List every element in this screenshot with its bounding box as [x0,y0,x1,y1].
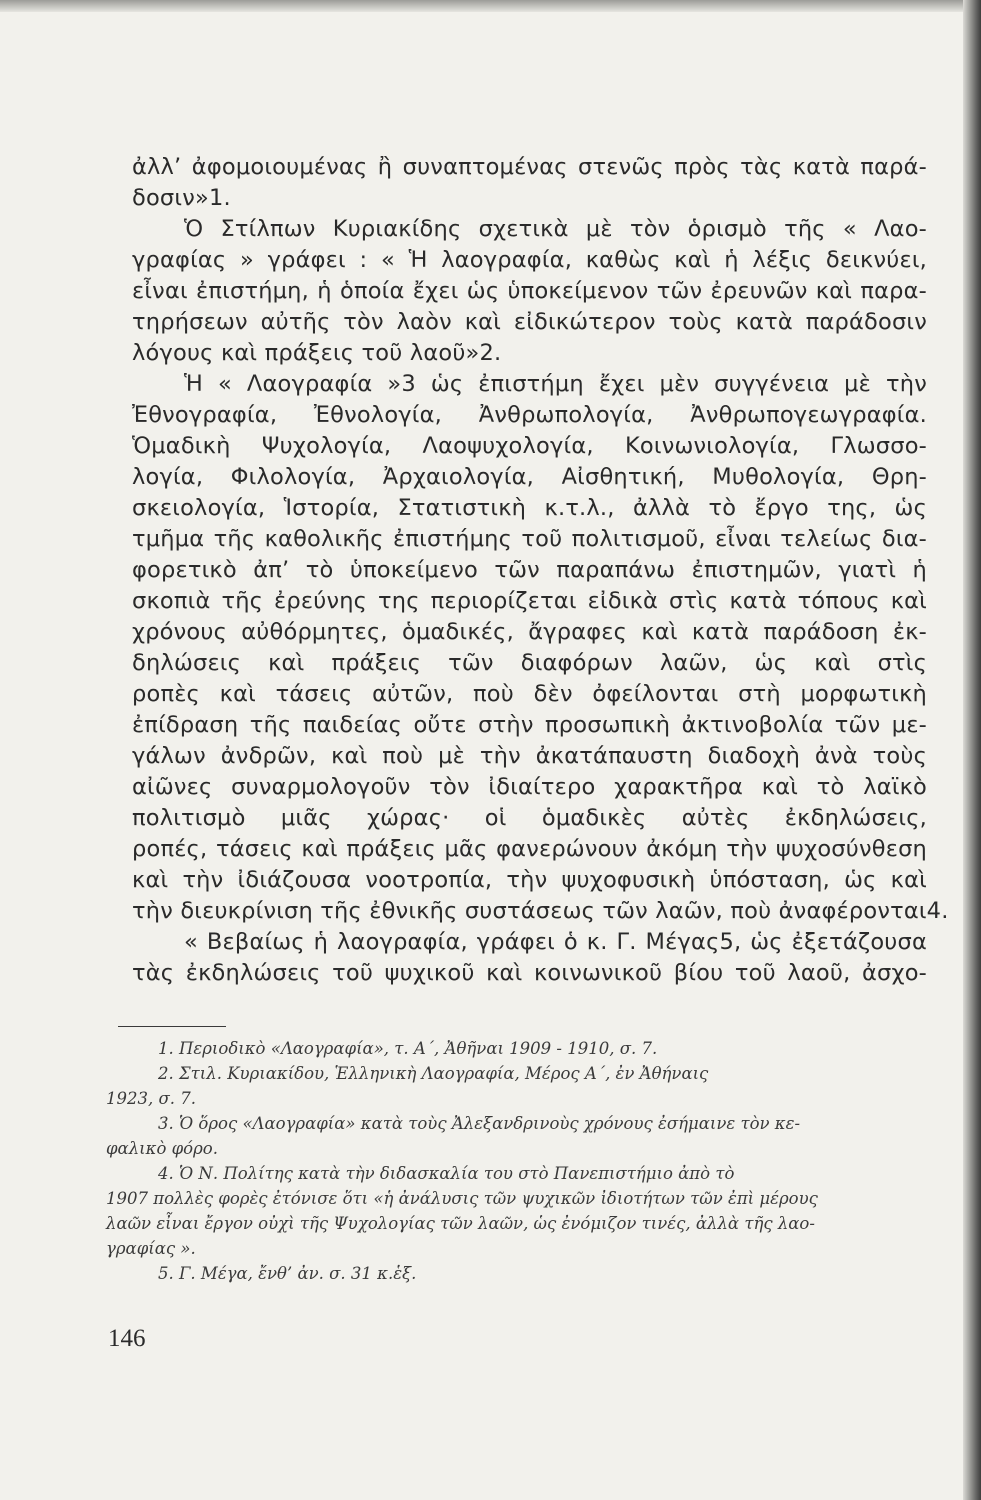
text-line: τμῆμα τῆς καθολικῆς ἐπιστήμης τοῦ πολιτισμοῦ, εἶναι τελείως δια- [132,526,927,552]
scan-top-edge [0,0,981,12]
text-line: « Βεβαίως ἡ λαογραφία, γράφει ὁ κ. Γ. Μέγας5, ὡς ἐξετάζουσα [184,929,927,955]
scan-right-edge [963,0,981,1500]
text-line: εἶναι ἐπιστήμη, ἡ ὁποία ἔχει ὡς ὑποκείμενον τῶν ἐρευνῶν καὶ παρα- [132,278,927,304]
text-line: γραφίας » γράφει : « Ἡ λαογραφία, καθὼς καὶ ἡ λέξις δεικνύει, [132,247,927,273]
text-line: φορετικὸ ἀπ’ τὸ ὑποκείμενο τῶν παραπάνω ἐπιστημῶν, γιατὶ ἡ [132,557,927,583]
page-number: 146 [108,1325,146,1352]
text-line: λόγους καὶ πράξεις τοῦ λαοῦ»2. [132,340,502,366]
text-line: Ἡ « Λαογραφία »3 ὡς ἐπιστήμη ἔχει μὲν συγγένεια μὲ τὴν [184,371,927,397]
footnote-line: 1923, σ. 7. [106,1089,196,1108]
footnote-line: 3. Ὁ ὅρος «Λαογραφία» κατὰ τοὺς Ἀλεξανδρινοὺς χρόνους ἐσήμαινε τὸν κε- [158,1114,801,1133]
text-line: δηλώσεις καὶ πράξεις τῶν διαφόρων λαῶν, ὡς καὶ στὶς [132,650,927,676]
text-line: τὴν διευκρίνιση τῆς ἐθνικῆς συστάσεως τῶν λαῶν, ποὺ ἀναφέρονται4. [132,898,949,924]
footnote-line: γραφίας ». [106,1239,196,1258]
body-text [132,152,949,989]
text-line: τηρήσεων αὐτῆς τὸν λαὸν καὶ εἰδικώτερον τοὺς κατὰ παράδοσιν [132,309,927,335]
footnote-line: 1. Περιοδικὸ «Λαογραφία», τ. Α΄, Ἀθῆναι 1909 - 1910, σ. 7. [158,1039,658,1058]
text-line: πολιτισμὸ μιᾶς χώρας· οἱ ὁμαδικὲς αὐτὲς ἐκδηλώσεις, [132,805,927,831]
text-line: τὰς ἐκδηλώσεις τοῦ ψυχικοῦ καὶ κοινωνικοῦ βίου τοῦ λαοῦ, ἀσχο- [132,960,927,986]
footnote-line: 5. Γ. Μέγα, ἔνθ’ ἀν. σ. 31 κ.ἑξ. [158,1264,417,1283]
footnote-divider [118,1026,226,1027]
text-line: Ὁ Στίλπων Κυριακίδης σχετικὰ μὲ τὸν ὁρισμὸ τῆς « Λαο- [184,216,927,242]
footnote-line: 2. Στιλ. Κυριακίδου, Ἑλληνικὴ Λαογραφία, Μέρος Α΄, ἐν Ἀθήναις [158,1064,709,1083]
footnote-line: φαλικὸ φόρο. [106,1139,218,1158]
text-line: αἰῶνες συναρμολογοῦν τὸν ἰδιαίτερο χαρακτῆρα καὶ τὸ λαϊκὸ [132,774,927,800]
text-line: Ἐθνογραφία, Ἐθνολογία, Ἀνθρωπολογία, Ἀνθρωπογεωγραφία. [132,402,927,428]
footnotes [106,1036,918,1286]
text-line: ἐπίδραση τῆς παιδείας οὔτε στὴν προσωπικὴ ἀκτινοβολία τῶν με- [132,712,927,738]
text-line: δοσιν»1. [132,185,231,211]
footnote-line: 4. Ὁ Ν. Πολίτης κατὰ τὴν διδασκαλία του στὸ Πανεπιστήμιο ἀπὸ τὸ [158,1164,735,1183]
text-line: γάλων ἀνδρῶν, καὶ ποὺ μὲ τὴν ἀκατάπαυστη διαδοχὴ ἀνὰ τοὺς [132,743,927,769]
text-line: ροπές, τάσεις καὶ πράξεις μᾶς φανερώνουν ἀκόμη τὴν ψυχοσύνθεση [132,836,927,862]
text-line: ροπὲς καὶ τάσεις αὐτῶν, ποὺ δὲν ὀφείλονται στὴ μορφωτικὴ [132,681,927,707]
text-line: καὶ τὴν ἰδιάζουσα νοοτροπία, τὴν ψυχοφυσικὴ ὑπόσταση, ὡς καὶ [132,867,927,893]
text-line: σκοπιὰ τῆς ἐρεύνης της περιορίζεται εἰδικὰ στὶς κατὰ τόπους καὶ [132,588,927,614]
text-line: χρόνους αὐθόρμητες, ὁμαδικές, ἄγραφες καὶ κατὰ παράδοση ἐκ- [132,619,927,645]
footnote-line: λαῶν εἶναι ἔργον οὐχὶ τῆς Ψυχολογίας τῶν λαῶν, ὡς ἐνόμιζον τινές, ἀλλὰ τῆς λαο- [106,1214,815,1233]
text-line: λογία, Φιλολογία, Ἀρχαιολογία, Αἰσθητική, Μυθολογία, Θρη- [132,464,927,490]
text-line: σκειολογία, Ἱστορία, Στατιστικὴ κ.τ.λ., ἀλλὰ τὸ ἔργο της, ὡς [132,495,927,521]
text-line: ἀλλ’ ἀφομοιουμένας ἢ συναπτομένας στενῶς πρὸς τὰς κατὰ παρά- [132,154,927,180]
footnote-line: 1907 πολλὲς φορὲς ἐτόνισε ὅτι «ἡ ἀνάλυσις τῶν ψυχικῶν ἰδιοτήτων τῶν ἐπὶ μέρους [106,1189,818,1208]
text-line: Ὁμαδικὴ Ψυχολογία, Λαοψυχολογία, Κοινωνιολογία, Γλωσσο- [132,433,927,459]
